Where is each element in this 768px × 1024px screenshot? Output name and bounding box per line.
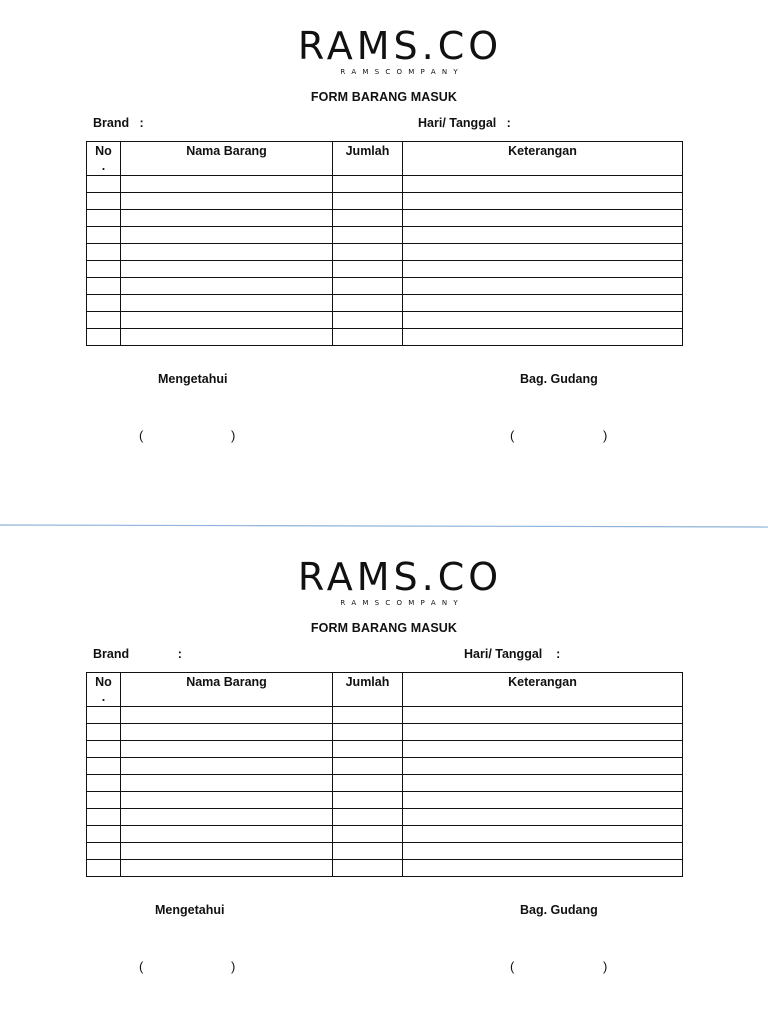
cell-keterangan[interactable]: [403, 792, 683, 809]
cell-jumlah[interactable]: [333, 261, 403, 278]
cell-nama-barang[interactable]: [121, 707, 333, 724]
cell-nama-barang[interactable]: [121, 843, 333, 860]
table-row: [87, 724, 683, 741]
signature-label-gudang: Bag. Gudang: [520, 903, 598, 917]
cell-no[interactable]: [87, 792, 121, 809]
cell-nama-barang[interactable]: [121, 724, 333, 741]
table-row: [87, 809, 683, 826]
form-copy-1: [0, 0, 768, 500]
cell-jumlah[interactable]: [333, 809, 403, 826]
cell-nama-barang[interactable]: [121, 261, 333, 278]
logo-graphic: [290, 559, 510, 609]
form-title: FORM BARANG MASUK: [310, 90, 458, 104]
brand-label: Brand :: [93, 116, 144, 130]
cell-no[interactable]: [87, 826, 121, 843]
cell-no[interactable]: [87, 295, 121, 312]
cell-keterangan[interactable]: [403, 724, 683, 741]
table-body: [87, 176, 683, 346]
form-title: FORM BARANG MASUK: [310, 621, 458, 635]
table-row: [87, 261, 683, 278]
cell-nama-barang[interactable]: [121, 176, 333, 193]
table-row: [87, 758, 683, 775]
cell-keterangan[interactable]: [403, 758, 683, 775]
header-jumlah: Jumlah: [333, 142, 403, 176]
cell-jumlah[interactable]: [333, 741, 403, 758]
table-row: [87, 193, 683, 210]
signature-label-mengetahui: Mengetahui: [155, 903, 225, 917]
cell-nama-barang[interactable]: [121, 792, 333, 809]
signature-paren-open-1: (: [139, 428, 144, 443]
cell-keterangan[interactable]: [403, 244, 683, 261]
logo-wordmark: RAMS.CO: [297, 28, 503, 68]
signature-paren-close-1: ): [231, 959, 236, 974]
cell-nama-barang[interactable]: [121, 809, 333, 826]
cell-nama-barang[interactable]: [121, 244, 333, 261]
logo-tagline: R A M S C O M P A N Y: [340, 599, 460, 607]
cell-keterangan[interactable]: [403, 210, 683, 227]
cell-keterangan[interactable]: [403, 176, 683, 193]
ramsco-logo: [290, 559, 510, 609]
date-label: Hari/ Tanggal :: [418, 116, 511, 130]
cell-no[interactable]: [87, 741, 121, 758]
table-row: [87, 860, 683, 877]
cell-keterangan[interactable]: [403, 809, 683, 826]
cell-no[interactable]: [87, 860, 121, 877]
signature-paren-close-1: ): [231, 428, 236, 443]
header-keterangan: Keterangan: [403, 673, 683, 707]
cell-nama-barang[interactable]: [121, 210, 333, 227]
cell-jumlah[interactable]: [333, 775, 403, 792]
cell-jumlah[interactable]: [333, 295, 403, 312]
logo-graphic: [290, 28, 510, 78]
signature-paren-open-2: (: [510, 428, 515, 443]
cell-no[interactable]: [87, 758, 121, 775]
date-label: Hari/ Tanggal :: [464, 647, 561, 661]
table-row: [87, 741, 683, 758]
cell-no[interactable]: [87, 227, 121, 244]
cell-keterangan[interactable]: [403, 261, 683, 278]
table-row: [87, 210, 683, 227]
cell-keterangan[interactable]: [403, 707, 683, 724]
cell-nama-barang[interactable]: [121, 227, 333, 244]
cell-no[interactable]: [87, 312, 121, 329]
cell-keterangan[interactable]: [403, 860, 683, 877]
cell-keterangan[interactable]: [403, 741, 683, 758]
cell-jumlah[interactable]: [333, 244, 403, 261]
cell-no[interactable]: [87, 809, 121, 826]
cell-nama-barang[interactable]: [121, 329, 333, 346]
cell-nama-barang[interactable]: [121, 193, 333, 210]
cell-no[interactable]: [87, 193, 121, 210]
cell-keterangan[interactable]: [403, 312, 683, 329]
cell-jumlah[interactable]: [333, 792, 403, 809]
header-no-text: No .: [95, 675, 112, 704]
cell-nama-barang[interactable]: [121, 295, 333, 312]
cell-keterangan[interactable]: [403, 295, 683, 312]
cell-no[interactable]: [87, 176, 121, 193]
cell-jumlah[interactable]: [333, 758, 403, 775]
table-row: [87, 792, 683, 809]
header-no: [87, 142, 121, 176]
cell-nama-barang[interactable]: [121, 860, 333, 877]
items-table: [86, 141, 683, 346]
cell-jumlah[interactable]: [333, 210, 403, 227]
cell-jumlah[interactable]: [333, 227, 403, 244]
signature-paren-open-1: (: [139, 959, 144, 974]
logo-tagline: R A M S C O M P A N Y: [340, 68, 460, 76]
cut-separator-line: [0, 524, 768, 526]
table-row: [87, 227, 683, 244]
cell-no[interactable]: [87, 261, 121, 278]
cell-keterangan[interactable]: [403, 329, 683, 346]
cell-no[interactable]: [87, 775, 121, 792]
cell-no[interactable]: [87, 210, 121, 227]
cell-keterangan[interactable]: [403, 843, 683, 860]
table-row: [87, 775, 683, 792]
cell-no[interactable]: [87, 244, 121, 261]
items-table: [86, 672, 683, 877]
header-nama-barang: Nama Barang: [121, 142, 333, 176]
table-row: [87, 707, 683, 724]
cell-jumlah[interactable]: [333, 278, 403, 295]
cell-keterangan[interactable]: [403, 278, 683, 295]
table-row: [87, 843, 683, 860]
table-row: [87, 826, 683, 843]
cell-jumlah[interactable]: [333, 329, 403, 346]
header-no: [87, 673, 121, 707]
table-row: [87, 176, 683, 193]
cell-jumlah[interactable]: [333, 707, 403, 724]
signature-label-mengetahui: Mengetahui: [158, 372, 228, 386]
header-nama-barang: Nama Barang: [121, 673, 333, 707]
cell-nama-barang[interactable]: [121, 775, 333, 792]
cell-jumlah[interactable]: [333, 312, 403, 329]
cell-nama-barang[interactable]: [121, 758, 333, 775]
cell-jumlah[interactable]: [333, 724, 403, 741]
cell-jumlah[interactable]: [333, 860, 403, 877]
form-copy-2: [0, 531, 768, 1024]
cell-jumlah[interactable]: [333, 826, 403, 843]
signature-paren-open-2: (: [510, 959, 515, 974]
cell-jumlah[interactable]: [333, 843, 403, 860]
cell-nama-barang[interactable]: [121, 826, 333, 843]
brand-label: Brand :: [93, 647, 182, 661]
cell-no[interactable]: [87, 707, 121, 724]
table-row: [87, 312, 683, 329]
cell-no[interactable]: [87, 329, 121, 346]
table-row: [87, 329, 683, 346]
table-row: [87, 244, 683, 261]
cell-nama-barang[interactable]: [121, 278, 333, 295]
cell-keterangan[interactable]: [403, 775, 683, 792]
signature-paren-close-2: ): [603, 959, 608, 974]
signature-label-gudang: Bag. Gudang: [520, 372, 598, 386]
table-header-row: [87, 142, 683, 176]
separator-stroke: [0, 525, 768, 527]
cell-keterangan[interactable]: [403, 826, 683, 843]
cell-keterangan[interactable]: [403, 193, 683, 210]
logo-wordmark: RAMS.CO: [297, 559, 503, 599]
cell-jumlah[interactable]: [333, 176, 403, 193]
table-row: [87, 278, 683, 295]
cell-keterangan[interactable]: [403, 227, 683, 244]
cell-jumlah[interactable]: [333, 193, 403, 210]
cell-nama-barang[interactable]: [121, 312, 333, 329]
header-no-text: No .: [95, 144, 112, 173]
header-keterangan: Keterangan: [403, 142, 683, 176]
cell-no[interactable]: [87, 724, 121, 741]
table-header-row: [87, 673, 683, 707]
cell-no[interactable]: [87, 278, 121, 295]
header-jumlah: Jumlah: [333, 673, 403, 707]
ramsco-logo: [290, 28, 510, 78]
cell-nama-barang[interactable]: [121, 741, 333, 758]
cell-no[interactable]: [87, 843, 121, 860]
table-body: [87, 707, 683, 877]
signature-paren-close-2: ): [603, 428, 608, 443]
table-row: [87, 295, 683, 312]
